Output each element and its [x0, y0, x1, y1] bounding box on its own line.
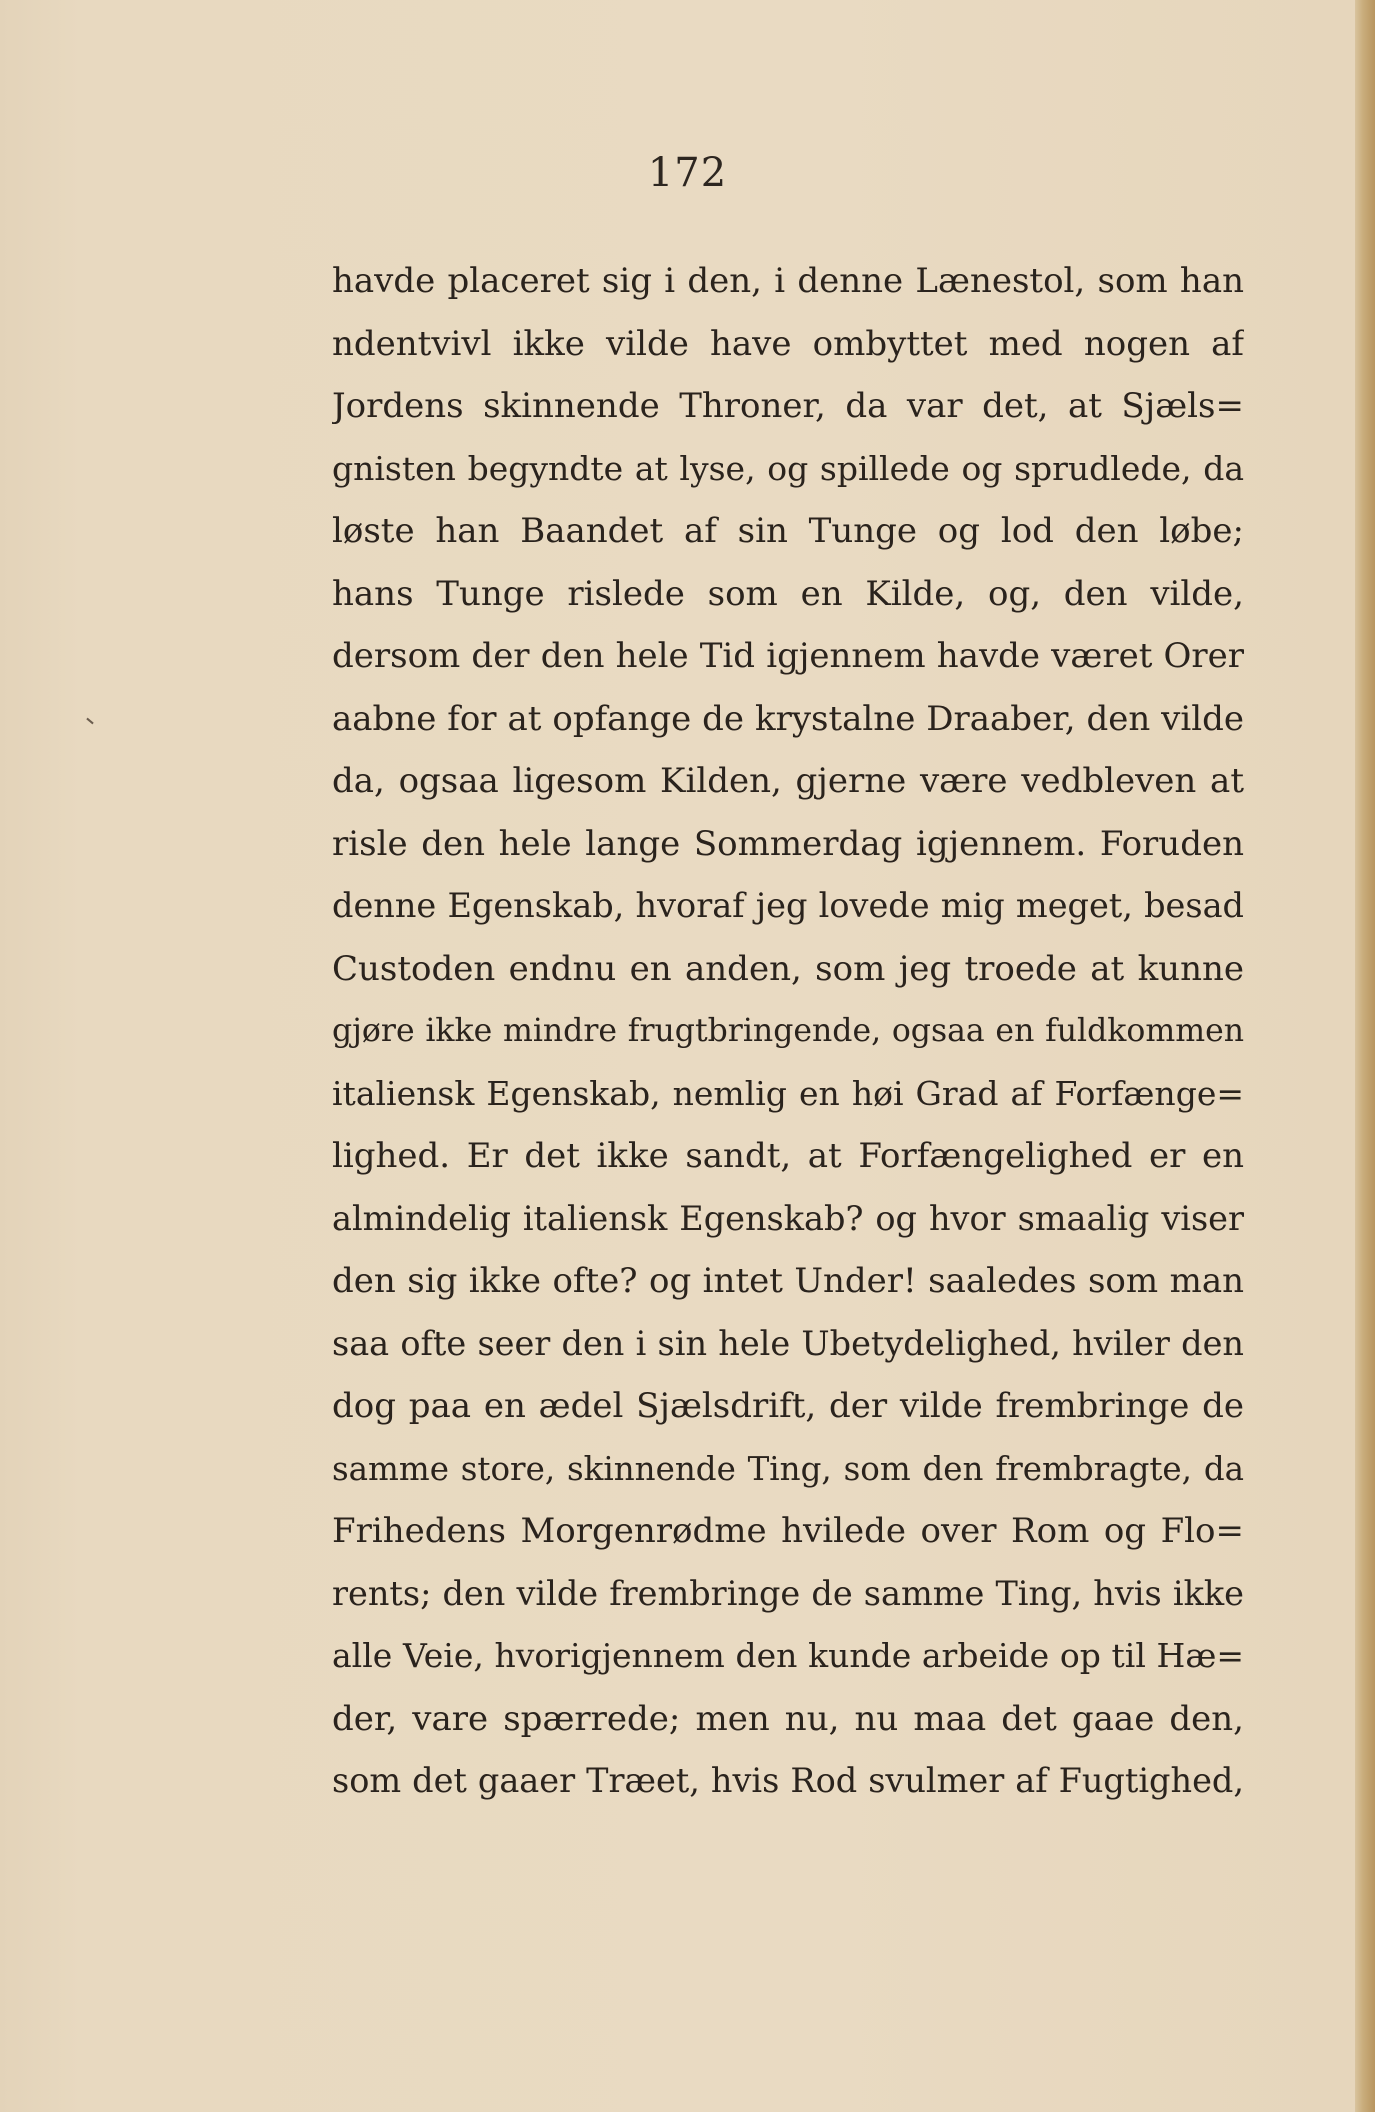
text-line: der, vare spærrede; men nu, nu maa det gaae den,	[332, 1698, 1244, 1739]
text-line: den sig ikke ofte? og intet Under! saaledes som man	[332, 1261, 1244, 1301]
text-line: løste han Baandet af sin Tunge og lod den løbe;	[332, 511, 1244, 551]
text-line: hans Tunge rislede som en Kilde, og, den vilde,	[332, 573, 1244, 614]
text-line: gnisten begyndte at lyse, og spillede og sprudlede, da	[332, 448, 1244, 488]
text-line: alle Veie, hvorigjennem den kunde arbeide op til Hæ=	[332, 1636, 1244, 1675]
text-line: dersom der den hele Tid igjennem havde været Orer	[332, 636, 1244, 676]
text-line: saa ofte seer den i sin hele Ubetydelighed, hviler den	[332, 1323, 1244, 1363]
text-line: denne Egenskab, hvoraf jeg lovede mig meget, besad	[332, 886, 1244, 925]
page-number: 172	[647, 150, 728, 196]
text-line: havde placeret sig i den, i denne Lænestol, som han	[332, 261, 1244, 301]
text-line: dog paa en ædel Sjælsdrift, der vilde frembringe de	[332, 1386, 1244, 1426]
text-line: aabne for at opfange de krystalne Draaber, den vilde	[332, 698, 1244, 739]
text-line: ndentvivl ikke vilde have ombyttet med nogen af	[332, 323, 1244, 364]
text-line: som det gaaer Træet, hvis Rod svulmer af Fugtighed,	[332, 1761, 1244, 1800]
text-line: da, ogsaa ligesom Kilden, gjerne være vedbleven at	[332, 761, 1244, 801]
text-line: gjøre ikke mindre frugtbringende, ogsaa en fuldkommen	[332, 1013, 1244, 1049]
text-line: samme store, skinnende Ting, som den frembragte, da	[332, 1449, 1244, 1488]
text-line: lighed. Er det ikke sandt, at Forfængelighed er en	[332, 1136, 1244, 1176]
text-line: Jordens skinnende Throner, da var det, at Sjæls=	[332, 386, 1244, 426]
text-line: almindelig italiensk Egenskab? og hvor smaalig viser	[332, 1198, 1244, 1238]
text-line: italiensk Egenskab, nemlig en høi Grad af Forfænge=	[332, 1073, 1244, 1113]
page-edge	[1355, 0, 1375, 2112]
text-line: risle den hele lange Sommerdag igjennem. Foruden	[332, 823, 1244, 864]
text-line: rents; den vilde frembringe de samme Ting, hvis ikke	[332, 1573, 1244, 1613]
text-line: Custoden endnu en anden, som jeg troede at kunne	[332, 948, 1244, 989]
text-line: Frihedens Morgenrødme hvilede over Rom og Flo=	[332, 1511, 1244, 1551]
body-text	[332, 250, 1244, 1813]
